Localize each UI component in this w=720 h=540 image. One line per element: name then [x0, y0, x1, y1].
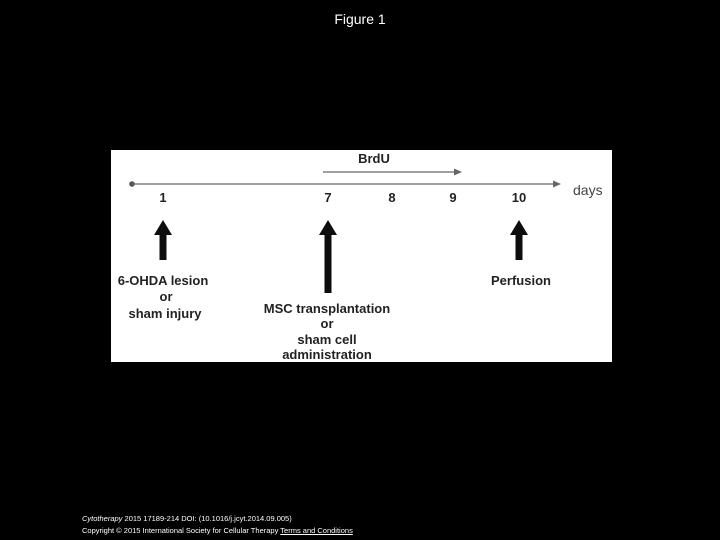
- copyright-line: [82, 525, 353, 537]
- time-axis-arrowhead: [553, 181, 561, 188]
- slide-footer: [82, 513, 353, 537]
- slide-title: Figure 1: [334, 11, 386, 27]
- event-label-line: MSC transplantation: [263, 301, 391, 316]
- day-tick-label: 10: [511, 190, 527, 205]
- event-label-line: sham cell: [297, 332, 357, 347]
- citation-text: 2015 17189-214 DOI: (10.1016/j.jcyt.2014.09.005): [122, 514, 292, 523]
- lesion-arrow: [154, 220, 172, 260]
- terms-link[interactable]: Terms and Conditions: [280, 526, 353, 535]
- event-label-line: Perfusion: [491, 273, 551, 288]
- day-tick-label: 8: [388, 190, 396, 205]
- timeline-diagram: [111, 150, 612, 362]
- day-tick-label: 9: [449, 190, 457, 205]
- event-label-line: sham injury: [128, 306, 202, 321]
- brdu-arrowhead: [454, 169, 462, 176]
- transplantation-arrow: [319, 220, 337, 293]
- axis-unit-label: days: [573, 182, 603, 198]
- brdu-label: BrdU: [358, 151, 390, 166]
- event-label-line: or: [159, 289, 173, 304]
- perfusion-arrow: [510, 220, 528, 260]
- event-label-line: 6-OHDA lesion: [117, 273, 209, 288]
- event-label-line: administration: [282, 347, 372, 362]
- event-label-line: or: [320, 316, 334, 331]
- citation-line: [82, 513, 353, 525]
- timeline-svg: [111, 150, 612, 362]
- copyright-text: Copyright © 2015 International Society for Cellular Therapy: [82, 526, 279, 535]
- day-tick-label: 1: [159, 190, 167, 205]
- day-tick-label: 7: [324, 190, 332, 205]
- journal-name: Cytotherapy: [82, 514, 123, 523]
